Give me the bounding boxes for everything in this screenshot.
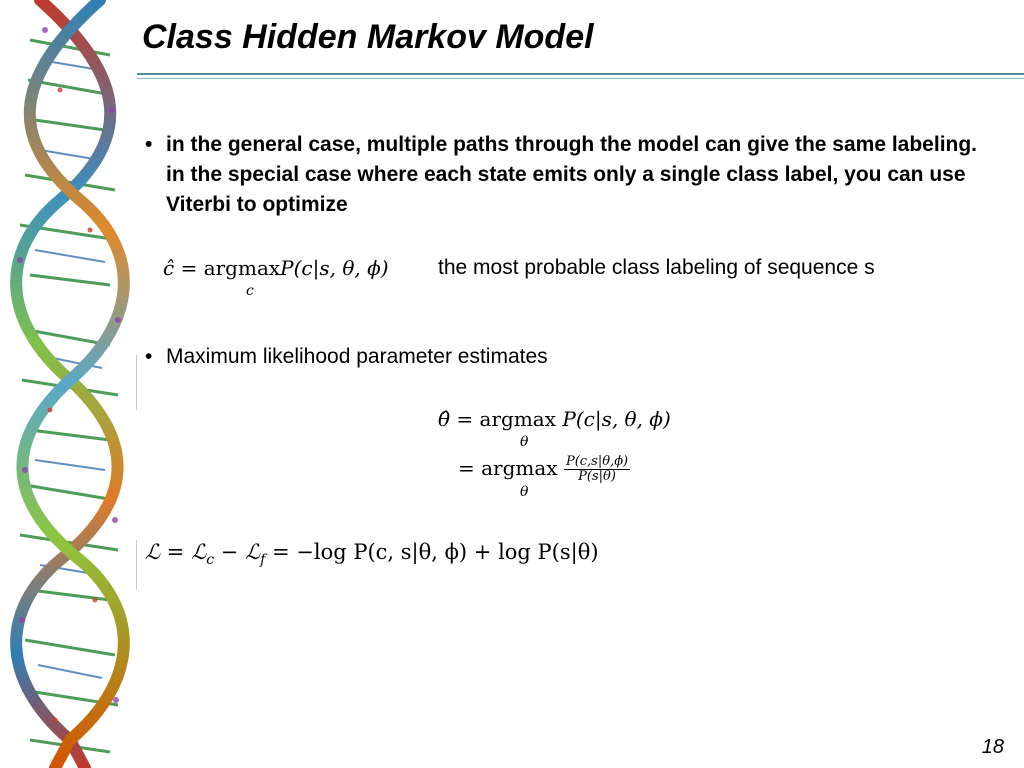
eq3-argmax: argmax bbox=[481, 456, 558, 480]
title-divider-thin bbox=[137, 78, 1024, 79]
eq3-denominator: P(s|θ) bbox=[578, 469, 616, 484]
eq1-op: = bbox=[180, 256, 198, 280]
bullet-2 bbox=[145, 342, 985, 372]
eq4-rest: = −log P(c, s|θ, ϕ) + log P(s|θ) bbox=[265, 540, 599, 564]
eq1-rhs-head: P bbox=[280, 256, 294, 280]
image-edge-line bbox=[136, 355, 137, 410]
eq1-rhs-args: (c|s, θ, ϕ) bbox=[293, 256, 389, 280]
dna-helix-image bbox=[0, 0, 140, 768]
eq1-description: the most probable class labeling of sequence s bbox=[438, 256, 875, 279]
equation-ml-ratio bbox=[458, 455, 630, 484]
eq4-lhs: ℒ = ℒ bbox=[145, 540, 207, 564]
eq2-argmax-subscript: θ bbox=[520, 434, 529, 450]
equation-ml-estimate bbox=[438, 407, 671, 431]
eq2-rhs-args: (c|s, θ, ϕ) bbox=[575, 407, 671, 431]
eq3-op: = bbox=[458, 456, 475, 480]
equation-log-likelihood bbox=[145, 540, 599, 568]
title-divider bbox=[137, 73, 1024, 75]
bullet-marker: • bbox=[145, 345, 153, 368]
eq4-sub-f: f bbox=[260, 552, 266, 569]
bullet-marker: • bbox=[145, 133, 153, 156]
eq3-fraction bbox=[564, 455, 630, 484]
eq2-argmax: argmax bbox=[479, 407, 556, 431]
image-edge-line bbox=[136, 540, 137, 590]
eq2-rhs-head: P bbox=[562, 407, 576, 431]
eq1-argmax-subscript: c bbox=[246, 283, 254, 299]
eq2-lhs: θ̂ bbox=[438, 407, 451, 431]
bullet-text: Maximum likelihood parameter estimates bbox=[166, 345, 548, 368]
equation-class-labeling bbox=[163, 256, 389, 280]
eq1-lhs: ĉ bbox=[163, 256, 175, 280]
page-number: 18 bbox=[981, 736, 1004, 758]
slide-title: Class Hidden Markov Model bbox=[142, 18, 594, 56]
eq4-minus: − ℒ bbox=[214, 540, 261, 564]
bullet-text: in the general case, multiple paths through the model can give the same labeling. in the special case where each state emits only a single class label, you can use Viterbi to optimize bbox=[166, 133, 978, 216]
eq2-op: = bbox=[456, 407, 474, 431]
bullet-1 bbox=[145, 130, 985, 220]
eq1-argmax: argmax bbox=[203, 256, 281, 280]
eq3-numerator: P(c,s|θ,ϕ) bbox=[565, 454, 629, 469]
eq3-argmax-subscript: θ bbox=[520, 484, 529, 500]
eq4-sub-c: c bbox=[206, 552, 215, 569]
